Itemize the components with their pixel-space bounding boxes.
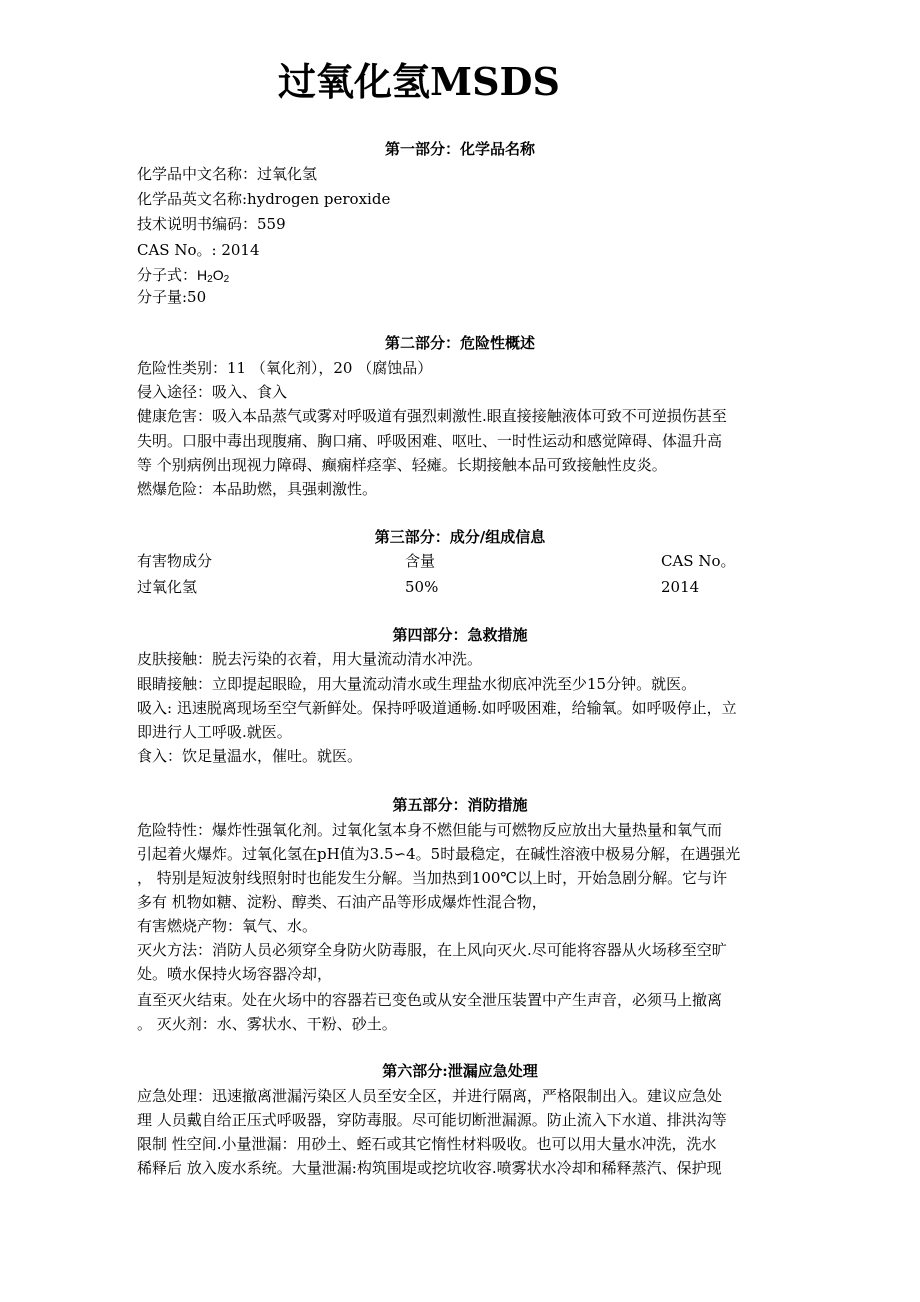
chemical-chinese-name: 化学品中文名称：过氧化氢	[137, 165, 318, 183]
section-5-line: 有害燃烧产物：氧气、水。	[137, 917, 318, 935]
section-5-line: 危险特性：爆炸性强氧化剂。过氧化氢本身不燃但能与可燃物反应放出大量热量和氧气而	[137, 821, 723, 839]
section-4-line: 食入：饮足量温水，催吐。就医。	[137, 747, 363, 765]
table-cell-component: 过氧化氢	[137, 578, 198, 596]
table-header-component: 有害物成分	[137, 552, 213, 570]
section-5-line: 处。喷水保持火场容器冷却，	[137, 965, 333, 983]
cas-number: CAS No。: 2014	[137, 241, 260, 259]
table-header-content: 含量	[405, 552, 436, 570]
document-title: 过氧化氢MSDS	[278, 59, 560, 104]
section-2-line: 健康危害：吸入本品蒸气或雾对呼吸道有强烈刺激性.眼直接接触液体可致不可逆损伤甚至	[137, 407, 727, 425]
table-cell-cas: 2014	[661, 578, 700, 596]
section-5-line: 引起着火爆炸。过氧化氢在pH值为3.5∽4。5时最稳定，在碱性溶液中极易分解，在遇强光	[137, 845, 741, 863]
spec-code: 技术说明书编码：559	[137, 215, 286, 233]
formula-value: $H_2O_2$	[197, 267, 230, 285]
section-2-line: 等 个别病例出现视力障碍、癫痫样痉挛、轻瘫。长期接触本品可致接触性皮炎。	[137, 456, 667, 474]
section-2-line: 危险性类别：11 （氧化剂），20 （腐蚀品）	[137, 359, 433, 377]
section-4-line: 皮肤接触：脱去污染的衣着，用大量流动清水冲洗。	[137, 650, 483, 668]
section-5-line: 多有 机物如糖、淀粉、醇类、石油产品等形成爆炸性混合物，	[137, 893, 547, 911]
section-4-line: 眼睛接触：立即提起眼睑，用大量流动清水或生理盐水彻底冲洗至少15分钟。就医。	[137, 675, 697, 693]
section-3-heading: 第三部分：成分/组成信息	[374, 528, 546, 546]
section-4-line: 吸入: 迅速脱离现场至空气新鲜处。保持呼吸道通畅.如呼吸困难，给输氧。如呼吸停止，立	[137, 699, 737, 717]
section-5-line: 直至灭火结束。处在火场中的容器若已变色或从安全泄压装置中产生声音，必须马上撤离	[137, 991, 723, 1009]
section-5-heading: 第五部分：消防措施	[392, 796, 528, 814]
section-6-heading: 第六部分:泄漏应急处理	[382, 1062, 538, 1080]
table-cell-content: 50%	[405, 578, 439, 596]
section-2-line: 失明。口服中毒出现腹痛、胸口痛、呼吸困难、呕吐、一时性运动和感觉障碍、体温升高	[137, 432, 723, 450]
section-2-line: 燃爆危险：本品助燃，具强刺激性。	[137, 480, 378, 498]
section-6-line: 理 人员戴自给正压式呼吸器，穿防毒服。尽可能切断泄漏源。防止流入下水道、排洪沟等	[137, 1111, 727, 1129]
section-2-line: 侵入途径：吸入、食入	[137, 383, 288, 401]
section-4-line: 即进行人工呼吸.就医。	[137, 723, 292, 741]
section-4-heading: 第四部分：急救措施	[392, 626, 528, 644]
section-6-line: 限制 性空间.小量泄漏：用砂土、蛭石或其它惰性材料吸收。也可以用大量水冲洗，洗水	[137, 1135, 717, 1153]
molecular-weight: 分子量:50	[137, 288, 207, 306]
section-6-line: 稀释后 放入废水系统。大量泄漏:构筑围堤或挖坑收容.喷雾状水冷却和稀释蒸汽、保护现	[137, 1159, 722, 1177]
table-header-cas: CAS No。	[661, 552, 736, 570]
formula-label: 分子式：	[137, 266, 198, 284]
section-5-line: 灭火方法：消防人员必须穿全身防火防毒服，在上风向灭火.尽可能将容器从火场移至空旷	[137, 941, 727, 959]
section-6-line: 应急处理：迅速撤离泄漏污染区人员至安全区，并进行隔离，严格限制出入。建议应急处	[137, 1087, 723, 1105]
chemical-english-name: 化学品英文名称:hydrogen peroxide	[137, 190, 391, 208]
section-5-line: ， 特别是短波射线照射时也能发生分解。当加热到100℃以上时，开始急剧分解。它与许	[137, 869, 728, 887]
section-1-heading: 第一部分：化学品名称	[384, 140, 535, 158]
section-5-line: 。 灭火剂：水、雾状水、干粉、砂土。	[137, 1015, 397, 1033]
section-2-heading: 第二部分：危险性概述	[384, 334, 535, 352]
